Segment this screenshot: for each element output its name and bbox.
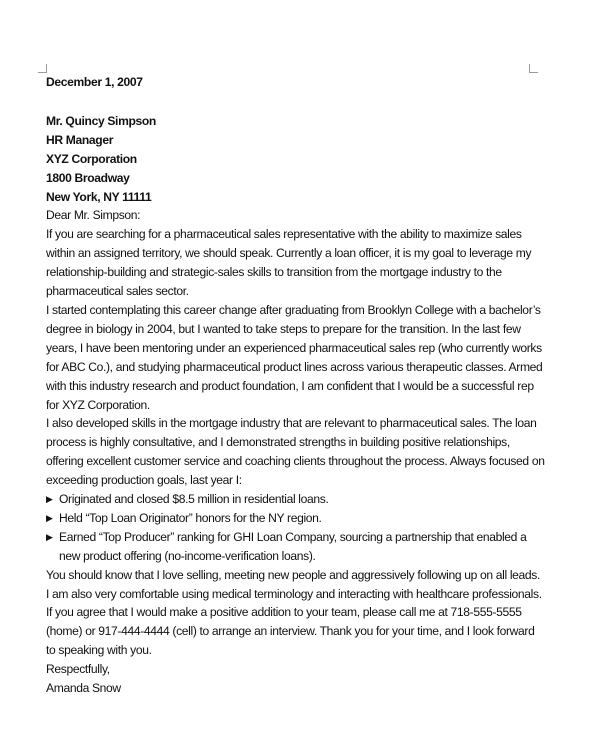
margin-marker-top-right xyxy=(529,64,538,73)
letter-date: December 1, 2007 xyxy=(46,75,143,89)
bullet-text: Earned “Top Producer” ranking for GHI Loan Company, sourcing a partnership that enabled a new product offering (no-income-verification loans). xyxy=(59,529,527,563)
triangle-bullet-icon: ▶ xyxy=(46,512,53,523)
paragraph-skills: I also developed skills in the mortgage industry that are relevant to pharmaceutical sales. The loan process is highly consultative, and I demonstrated strengths in building positive relationships, offering excellent customer service and coaching clients throughout the process. Always focused on exceeding production goals, last year I: xyxy=(46,416,545,488)
recipient-company: XYZ Corporation xyxy=(46,151,137,166)
bullet-text: Originated and closed $8.5 million in residential loans. xyxy=(59,492,329,507)
cover-letter-body[interactable] xyxy=(46,73,546,698)
paragraph-intro: If you are searching for a pharmaceutical sales representative with the ability to maximize sales within an assigned territory, we should speak. Currently a loan officer, it is my goal to leverage my relationship-building and strategic-sales skills to transition from the mortgage industry to the pharmaceutical sales sector. xyxy=(46,227,532,299)
margin-marker-top-left xyxy=(38,64,47,73)
list-item xyxy=(46,490,546,509)
recipient-address-block xyxy=(46,112,546,207)
recipient-city: New York, NY 11111 xyxy=(46,189,152,204)
signature-name: Amanda Snow xyxy=(46,681,121,696)
triangle-bullet-icon: ▶ xyxy=(46,531,53,542)
list-item xyxy=(46,509,546,528)
recipient-title: HR Manager xyxy=(46,132,114,147)
paragraph-closing: You should know that I love selling, meeting new people and aggressively following up on all leads. I am also very comfortable using medical terminology and interacting with healthcare professionals. If you agree that I would make a positive addition to your team, please call me at 718-555-5555 (home) or 917-444-4444 (cell) to arrange an interview. Thank you for your time, and I look forward to speaking with you. xyxy=(46,567,542,658)
salutation: Dear Mr. Simpson: xyxy=(46,208,141,223)
signoff: Respectfully, xyxy=(46,662,110,677)
bullet-text: Held “Top Loan Originator” honors for the NY region. xyxy=(59,510,322,525)
achievements-list xyxy=(46,490,546,566)
list-item xyxy=(46,528,546,566)
triangle-bullet-icon: ▶ xyxy=(46,494,53,505)
recipient-name: Mr. Quincy Simpson xyxy=(46,113,156,128)
recipient-street: 1800 Broadway xyxy=(46,170,130,185)
paragraph-background: I started contemplating this career change after graduating from Brooklyn College with a bachelor’s degree in biology in 2004, but I wanted to take steps to prepare for the transition. In the last few years, I have been mentoring under an experienced pharmaceutical sales rep (who currently works for ABC Co.), and studying pharmaceutical product lines across various therapeutic classes. Armed with this industry research and product foundation, I am confident that I would be a successful rep for XYZ Corporation. xyxy=(46,302,543,412)
